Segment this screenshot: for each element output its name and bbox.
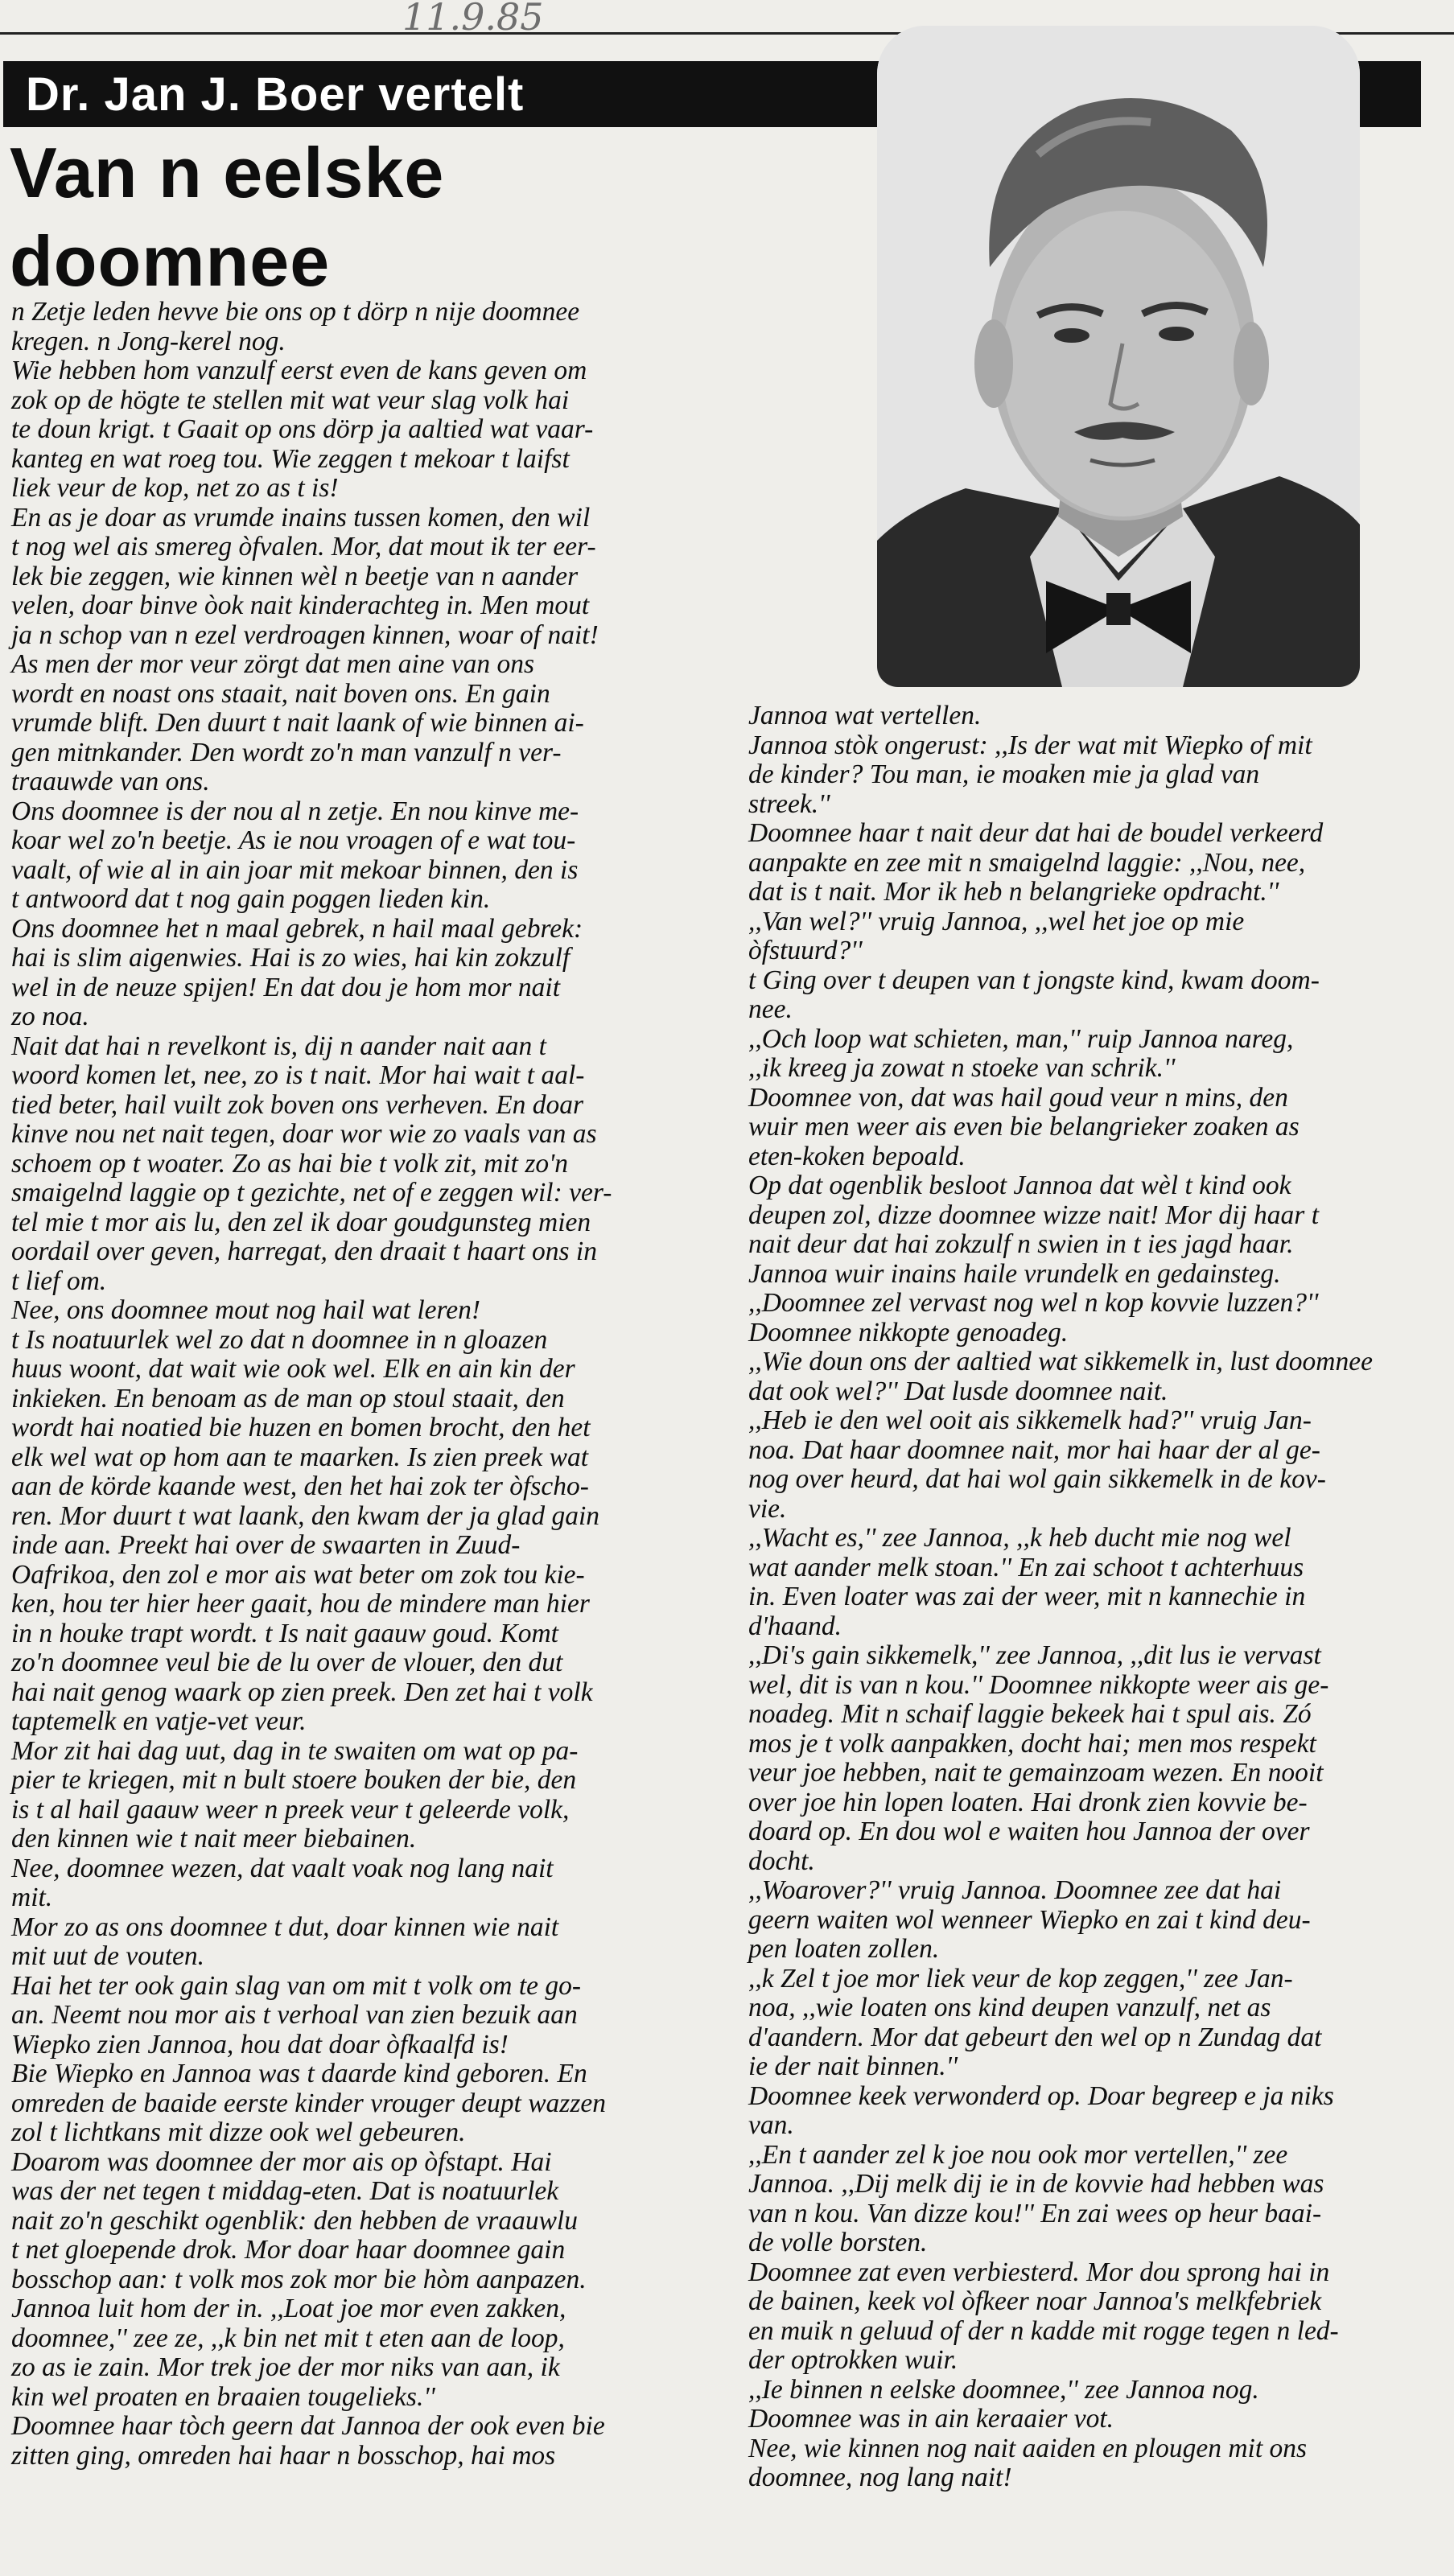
article-line: inkieken. En benoam as de man op stoul staait, den xyxy=(11,1383,565,1414)
article-line: ren. Mor duurt t wat laank, den kwam der ja glad gain xyxy=(11,1500,600,1531)
article-line: den kinnen wie t nait meer biebainen. xyxy=(11,1824,417,1854)
article-line: n Zetje leden hevve bie ons op t dörp n nije doomnee xyxy=(11,297,580,327)
article-line: Doomnee nikkopte genoadeg. xyxy=(748,1317,1069,1348)
article-line: Jannoa. ,,Dij melk dij ie in de kovvie had hebben was xyxy=(748,2169,1324,2199)
article-line: streek.'' xyxy=(748,788,830,819)
article-line: inde aan. Preekt hai over de swaarten in Zuud- xyxy=(11,1530,521,1560)
article-line: woord komen let, nee, zo is t nait. Mor hai wait t aal- xyxy=(11,1060,585,1090)
article-line: pen loaten zollen. xyxy=(748,1934,940,1964)
article-line: Doarom was doomnee der mor ais op òfstapt. Hai xyxy=(11,2146,552,2177)
article-line: vaalt, of wie al in ain joar mit mekoar binnen, den is xyxy=(11,854,579,885)
article-line: taptemelk en vatje-vet veur. xyxy=(11,1706,307,1736)
article-line: ,,Wacht es,'' zee Jannoa, ,,k heb ducht mie nog wel xyxy=(748,1523,1291,1553)
article-line: mos je t volk aanpakken, docht hai; men mos respekt xyxy=(748,1728,1316,1759)
article-line: Jannoa luit hom der in. ,,Loat joe mor even zakken, xyxy=(11,2294,566,2323)
article-line: ,,Ie binnen n eelske doomnee,'' zee Jannoa nog. xyxy=(748,2374,1259,2405)
article-line: en muik n geluud of der n kadde mit rogge tegen n led- xyxy=(748,2315,1339,2346)
article-line: noadeg. Mit n schaif laggie bekeek hai t spul ais. Zó xyxy=(748,1699,1312,1729)
article-line: tel mie t mor ais lu, den zel ik doar goudgunsteg mien xyxy=(11,1207,591,1237)
article-line: mit uut de vouten. xyxy=(11,1941,205,1971)
article-line: ,,Heb ie den wel ooit ais sikkemelk had?'' vruig Jan- xyxy=(748,1405,1312,1435)
article-line: Hai het ter ook gain slag van om mit t volk om te go- xyxy=(11,1970,582,2001)
article-line: veur joe hebben, nait te gemainzoam wezen. En nooit xyxy=(748,1758,1324,1788)
article-line: wuir men weer ais even bie belangrieker zoaken as xyxy=(748,1112,1300,1142)
article-line: hai is slim aigenwies. Hai is zo wies, hai kin zokzulf xyxy=(11,943,570,973)
article-line: smaigelnd laggie op t gezichte, net of e zeggen wil: ver- xyxy=(11,1178,612,1208)
article-line: koar wel zo'n beetje. As ie nou vroagen of e wat tou- xyxy=(11,825,576,855)
article-line: ,,Woarover?'' vruig Jannoa. Doomnee zee dat hai xyxy=(748,1875,1282,1905)
article-line: ,,Van wel?'' vruig Jannoa, ,,wel het joe op mie xyxy=(748,906,1245,936)
article-line: ,,Och loop wat schieten, man,'' ruip Jannoa nareg, xyxy=(748,1023,1294,1054)
article-line: eten-koken bepoald. xyxy=(748,1141,966,1171)
article-line: in. Even loater was zai der weer, mit n kannechie in xyxy=(748,1582,1306,1611)
article-line: huus woont, dat wait wie ook wel. Elk en ain kin der xyxy=(11,1354,575,1384)
article-line: der optrokken wuir. xyxy=(748,2345,958,2375)
article-line: Doomnee was in ain keraaier vot. xyxy=(748,2404,1114,2434)
article-line: zo as ie zain. Mor trek joe der mor niks van aan, ik xyxy=(11,2352,560,2382)
article-line: Jannoa wat vertellen. xyxy=(748,701,982,730)
article-line: de bainen, keek vol òfkeer noar Jannoa's melkfebriek xyxy=(748,2286,1322,2316)
article-line: tied beter, hail vuilt zok boven ons verheven. En doar xyxy=(11,1089,584,1120)
article-column-right xyxy=(748,702,1440,2493)
article-line: pier te kriegen, mit n bult stoere bouken der bie, den xyxy=(11,1765,577,1795)
article-headline xyxy=(10,129,846,306)
article-line: kin wel proaten en braaien tougelieks.'' xyxy=(11,2381,435,2412)
article-line: schoem op t woater. Zo as hai bie t volk zit, mit zo'n xyxy=(11,1148,569,1179)
article-line: Nee, wie kinnen nog nait aaiden en plougen mit ons xyxy=(748,2433,1308,2463)
article-line: Mor zo as ons doomnee t dut, doar kinnen wie nait xyxy=(11,1911,559,1942)
article-line: van n kou. Van dizze kou!'' En zai wees op heur baai- xyxy=(748,2198,1322,2228)
article-line: ,,ik kreeg ja zowat n stoeke van schrik.'' xyxy=(748,1053,1176,1083)
article-line: in n houke trapt wordt. t Is nait gaauw goud. Komt xyxy=(11,1618,558,1648)
article-line: dat is t nait. Mor ik heb n belangrieke opdracht.'' xyxy=(748,877,1279,907)
article-line: Ons doomnee is der nou al n zetje. En nou kinve me- xyxy=(11,796,579,826)
article-line: t net gloepende drok. Mor doar haar doomnee gain xyxy=(11,2235,566,2265)
handwritten-date: 11.9.85 xyxy=(402,0,544,39)
article-line: vie. xyxy=(748,1493,787,1524)
article-line: ,,En t aander zel k joe nou ook mor vertellen,'' zee xyxy=(748,2139,1288,2170)
article-line: kregen. n Jong-kerel nog. xyxy=(11,326,286,356)
article-line: Doomnee von, dat was hail goud veur n mins, den xyxy=(748,1082,1288,1113)
article-line: mit. xyxy=(11,1883,53,1912)
article-line: As men der mor veur zörgt dat men aine van ons xyxy=(11,649,535,679)
article-line: gen mitnkander. Den wordt zo'n man vanzulf n ver- xyxy=(11,737,562,767)
article-line: Doomnee haar tòch geern dat Jannoa der ook even bie xyxy=(11,2411,605,2441)
article-line: wel in de neuze spijen! En dat dou je hom mor nait xyxy=(11,972,561,1002)
article-line: van. xyxy=(748,2110,794,2140)
article-line: was der net tegen t middag-eten. Dat is noatuurlek xyxy=(11,2176,559,2206)
article-line: d'aandern. Mor dat gebeurt den wel op n Zundag dat xyxy=(748,2022,1322,2052)
article-line: zol t lichtkans mit dizze ook wel gebeuren. xyxy=(11,2117,466,2147)
article-line: t nog wel ais smereg òfvalen. Mor, dat mout ik ter eer- xyxy=(11,532,596,562)
article-line: Doomnee haar t nait deur dat hai de boudel verkeerd xyxy=(748,818,1324,848)
article-line: ken, hou ter hier heer gaait, hou de mindere man hier xyxy=(11,1589,590,1619)
article-line: Nait dat hai n revelkont is, dij n aander nait aan t xyxy=(11,1031,546,1061)
article-line: Nee, doomnee wezen, dat vaalt voak nog lang nait xyxy=(11,1853,554,1883)
article-line: hai nait genog waark op zien preek. Den zet hai t volk xyxy=(11,1677,593,1707)
article-line: kinve nou net nait tegen, doar wor wie zo vaals van as xyxy=(11,1119,597,1149)
article-line: deupen zol, dizze doomnee wizze nait! Mor dij haar t xyxy=(748,1200,1320,1230)
article-line: de volle borsten. xyxy=(748,2228,928,2257)
article-line: Op dat ogenblik besloot Jannoa dat wèl t kind ook xyxy=(748,1171,1291,1200)
banner-label: Dr. Jan J. Boer vertelt xyxy=(26,68,525,121)
article-line: aan de körde kaande west, den het hai zok ter òfscho- xyxy=(11,1471,589,1501)
article-line: ja n schop van n ezel verdroagen kinnen, woar of nait! xyxy=(11,619,599,650)
article-line: Doomnee keek verwonderd op. Doar begreep e ja niks xyxy=(748,2080,1334,2111)
article-line: Oafrikoa, den zol e mor ais wat beter om zok tou kie- xyxy=(11,1559,585,1590)
article-line: Jannoa wuir inains haile vrundelk en gedainsteg. xyxy=(748,1258,1281,1289)
article-line: t lief om. xyxy=(11,1265,107,1296)
article-line: nog over heurd, dat hai wol gain sikkemelk in de kov- xyxy=(748,1464,1326,1494)
article-line: doard op. En dou wol e waiten hou Jannoa der over xyxy=(748,1817,1310,1846)
article-line: ie der nait binnen.'' xyxy=(748,2051,958,2081)
article-line: oordail over geven, harregat, den draait t haart ons in xyxy=(11,1237,597,1266)
article-line: zok op de högte te stellen mit wat veur slag volk hai xyxy=(11,385,570,415)
article-line: nait deur dat hai zokzulf n swien in t ies jagd haar. xyxy=(748,1229,1294,1259)
article-line: wordt hai noatied bie huzen en bomen brocht, den het xyxy=(11,1413,591,1442)
article-line: d'haand. xyxy=(748,1611,842,1641)
article-line: wel, dit is van n kou.'' Doomnee nikkopte weer ais ge- xyxy=(748,1669,1329,1700)
article-line: En as je doar as vrumde inains tussen komen, den wil xyxy=(11,502,591,533)
article-line: ,,k Zel t joe mor liek veur de kop zeggen,'' zee Jan- xyxy=(748,1963,1293,1994)
article-line: Mor zit hai dag uut, dag in te swaiten om wat op pa- xyxy=(11,1735,579,1766)
article-line: te doun krigt. t Gaait op ons dörp ja aaltied wat vaar- xyxy=(11,414,594,444)
article-line: de kinder? Tou man, ie moaken mie ja glad van xyxy=(748,759,1260,789)
article-line: Nee, ons doomnee mout nog hail wat leren! xyxy=(11,1295,481,1325)
article-line: over joe hin lopen loaten. Hai dronk zien kovvie be- xyxy=(748,1787,1308,1817)
article-line: Bie Wiepko en Jannoa was t daarde kind geboren. En xyxy=(11,2059,587,2088)
article-line: nee. xyxy=(748,994,793,1024)
article-line: òfstuurd?'' xyxy=(748,936,863,965)
article-line: is t al hail gaauw weer n preek veur t geleerde volk, xyxy=(11,1794,570,1825)
article-line: doomnee,'' zee ze, ,,k bin net mit t eten aan de loop, xyxy=(11,2323,565,2353)
article-line: an. Neemt nou mor ais t verhoal van zien bezuik aan xyxy=(11,2000,578,2030)
headline-line-2: doomnee xyxy=(10,221,331,301)
article-line: ,,Di's gain sikkemelk,'' zee Jannoa, ,,dit lus ie vervast xyxy=(748,1640,1321,1670)
article-line: wordt en noast ons staait, nait boven ons. En gain xyxy=(11,678,550,709)
article-line: ,,Wie doun ons der aaltied wat sikkemelk in, lust doomnee xyxy=(748,1347,1373,1376)
article-line: velen, doar binve òok nait kinderachteg in. Men mout xyxy=(11,591,590,620)
article-line: aanpakte en zee mit n smaigelnd laggie: ,,Nou, nee, xyxy=(748,847,1306,878)
article-line: bosschop aan: t volk mos zok mor bie hòm aanpazen. xyxy=(11,2264,587,2294)
author-photo xyxy=(877,26,1360,687)
article-line: zo noa. xyxy=(11,1002,89,1031)
article-line: docht. xyxy=(748,1846,815,1876)
article-line: Jannoa stòk ongerust: ,,Is der wat mit Wiepko of mit xyxy=(748,730,1312,760)
article-line: zo'n doomnee veul bie de lu over de vlouer, den dut xyxy=(11,1648,563,1677)
article-line: Wie hebben hom vanzulf eerst even de kans geven om xyxy=(11,356,587,385)
article-line: liek veur de kop, net zo as t is! xyxy=(11,473,339,503)
article-line: Doomnee zat even verbiesterd. Mor dou sprong hai in xyxy=(748,2257,1330,2287)
article-line: traauwde van ons. xyxy=(11,767,210,796)
article-line: omreden de baaide eerste kinder vrouger deupt wazzen xyxy=(11,2088,606,2118)
article-line: t Is noatuurlek wel zo dat n doomnee in n gloazen xyxy=(11,1324,548,1355)
article-line: geern waiten wol wenneer Wiepko en zai t kind deu- xyxy=(748,1904,1311,1935)
article-line: t antwoord dat t nog gain poggen lieden kin. xyxy=(11,884,491,914)
headline-line-1: Van n eelske xyxy=(10,133,445,212)
article-line: lek bie zeggen, wie kinnen wèl n beetje van n aander xyxy=(11,561,579,591)
article-line: wat aander melk stoan.'' En zai schoot t achterhuus xyxy=(748,1552,1304,1582)
article-line: noa, ,,wie loaten ons kind deupen vanzulf, net as xyxy=(748,1993,1271,2023)
article-line: kanteg en wat roeg tou. Wie zeggen t mekoar t laifst xyxy=(11,443,570,474)
article-line: elk wel wat op hom aan te maarken. Is zien preek wat xyxy=(11,1442,589,1472)
article-line: noa. Dat haar doomnee nait, mor hai haar der al ge- xyxy=(748,1434,1320,1465)
article-line: ,,Doomnee zel vervast nog wel n kop kovvie luzzen?'' xyxy=(748,1288,1319,1318)
article-line: Wiepko zien Jannoa, hou dat doar òfkaalfd is! xyxy=(11,2029,509,2060)
article-column-left xyxy=(11,298,864,2471)
article-line: vrumde blift. Den duurt t nait laank of wie binnen ai- xyxy=(11,708,584,738)
article-line: nait zo'n geschikt ogenblik: den hebben de vraauwlu xyxy=(11,2205,578,2236)
article-line: dat ook wel?'' Dat lusde doomnee nait. xyxy=(748,1376,1168,1406)
article-line: t Ging over t deupen van t jongste kind, kwam doom- xyxy=(748,965,1320,995)
portrait-illustration xyxy=(877,26,1360,687)
article-line: Ons doomnee het n maal gebrek, n hail maal gebrek: xyxy=(11,913,583,944)
article-line: zitten ging, omreden hai haar n bosschop, hai mos xyxy=(11,2440,556,2471)
article-line: doomnee, nog lang nait! xyxy=(748,2463,1012,2492)
